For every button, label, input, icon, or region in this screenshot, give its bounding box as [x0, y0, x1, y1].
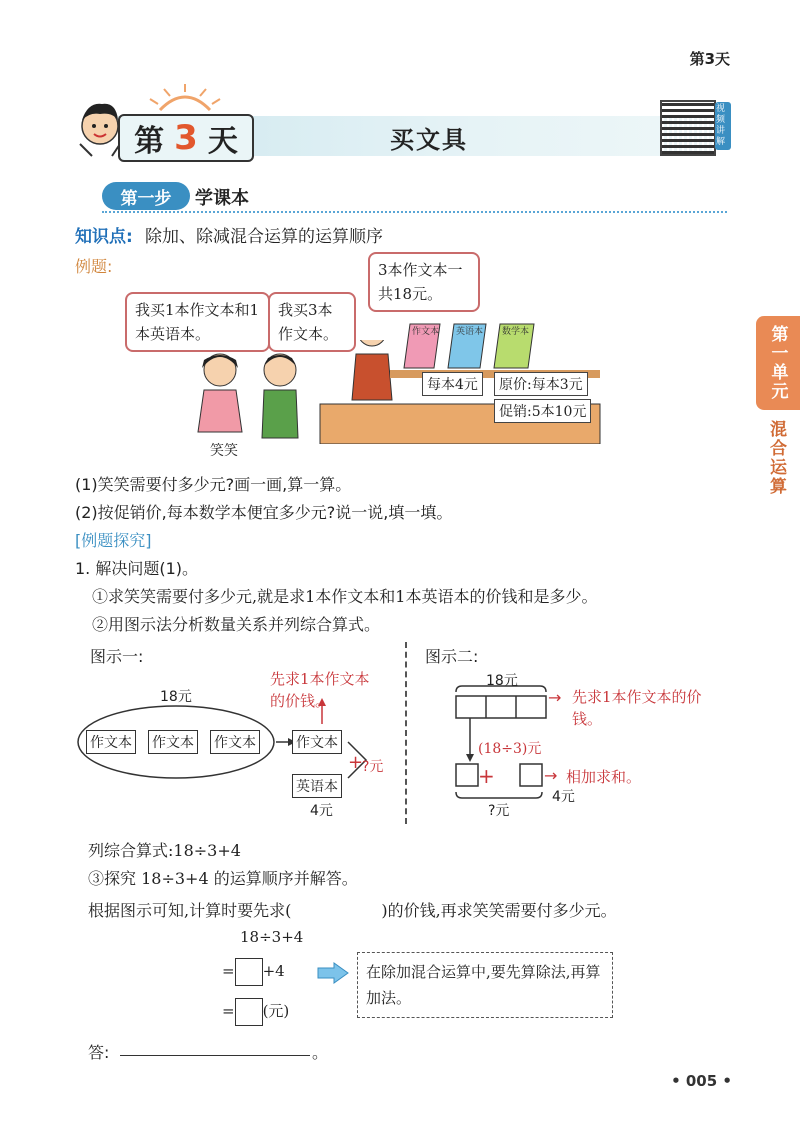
- answer-box-1[interactable]: [235, 958, 263, 986]
- diagram-1-total: 18元: [160, 689, 192, 705]
- price-tag-promo: 促销:5本10元: [494, 399, 591, 423]
- combined-formula: 列综合算式:18÷3+4: [88, 841, 241, 860]
- calc-step-2: [222, 998, 289, 1026]
- book-label-composition: 作文本: [412, 327, 440, 337]
- diagram-2-expression: (18÷3)元: [478, 741, 542, 757]
- fill-text-start: 根据图示可知,计算时要先求(: [88, 901, 292, 920]
- diagram-1-box-2: 作文本: [148, 730, 198, 754]
- diagram-1-title: 图示一:: [90, 647, 144, 666]
- question-2: (2)按促销价,每本数学本便宜多少元?说一说,填一填。: [75, 503, 453, 522]
- calc-expression: 18÷3+4: [240, 928, 304, 946]
- child-name-label: 笑笑: [210, 443, 238, 459]
- answer-line[interactable]: [120, 1055, 310, 1056]
- solution-step-b: ②用图示法分析数量关系并列综合算式。: [92, 615, 381, 634]
- explore-label: [例题探究]: [75, 531, 152, 550]
- diagram-2-note-2: 相加求和。: [566, 768, 642, 786]
- diagram-divider: [405, 642, 407, 824]
- solution-step-c: ③探究 18÷3+4 的运算顺序并解答。: [88, 869, 358, 888]
- step-divider: [102, 211, 727, 213]
- fill-blank-sentence: [88, 898, 617, 921]
- tip-box: 在除加混合运算中,要先算除法,再算加法。: [357, 952, 613, 1018]
- book-label-math: 数学本: [502, 327, 530, 337]
- unit-side-tab: 第一单元: [756, 316, 800, 410]
- calc-equals-2: =: [222, 1002, 235, 1020]
- speech-bubble-girl: 我买1本作文本和1本英语本。: [125, 292, 270, 352]
- diagram-1-english-price: 4元: [310, 803, 333, 819]
- unit-topic-label: 混合运算: [766, 420, 786, 496]
- day-number: 3: [174, 118, 198, 158]
- answer-box-2[interactable]: [235, 998, 263, 1026]
- diagram-2-plus: +: [478, 764, 495, 788]
- day-word-second: 天: [207, 124, 238, 159]
- page-number: • 005 •: [671, 1072, 732, 1090]
- example-label: 例题:: [75, 257, 113, 276]
- diagram-2-unknown: ?元: [488, 803, 510, 819]
- diagram-2-title: 图示二:: [425, 647, 479, 666]
- day-word-first: 第: [134, 124, 165, 159]
- speech-bubble-boy: 我买3本作文本。: [268, 292, 356, 352]
- solution-title: 1. 解决问题(1)。: [75, 559, 199, 578]
- right-arrow-icon: [316, 962, 350, 984]
- diagram-2-total: 18元: [486, 673, 518, 689]
- price-tag-original: 原价:每本3元: [494, 372, 588, 396]
- qr-label: 视频讲解: [715, 102, 731, 150]
- knowledge-text: 除加、除减混合运算的运算顺序: [145, 227, 383, 247]
- step-title: 学课本: [195, 188, 249, 209]
- step-pill: 第一步: [102, 182, 190, 210]
- calc-equals-1: =: [222, 962, 235, 980]
- sun-rays-icon: [140, 84, 230, 112]
- lesson-title: 买文具: [390, 126, 468, 154]
- solution-step-a: ①求笑笑需要付多少元,就是求1本作文本和1本英语本的价钱和是多少。: [92, 587, 598, 606]
- diagram-1-unknown: ?元: [362, 759, 384, 775]
- book-label-english: 英语本: [456, 327, 484, 337]
- diagram-1-box-3: 作文本: [210, 730, 260, 754]
- calc-plus-four: +4: [262, 962, 285, 980]
- fill-text-end: )的价钱,再求笑笑需要付多少元。: [381, 901, 617, 920]
- question-1: (1)笑笑需要付多少元?画一画,算一算。: [75, 475, 352, 494]
- books-display: [400, 318, 540, 370]
- diagram-1-plus: +: [348, 752, 364, 773]
- diagram-2-arrow-1: →: [548, 688, 562, 707]
- knowledge-label: 知识点:: [75, 227, 133, 247]
- diagram-2-arrow-2: →: [544, 766, 558, 785]
- day-corner-label: 第3天: [689, 50, 730, 68]
- calc-step-1: [222, 958, 285, 986]
- diagram-2-price: 4元: [552, 789, 575, 805]
- diagram-1-box-answer: 作文本: [292, 730, 342, 754]
- answer-end: 。: [312, 1043, 329, 1062]
- price-tag-english: 每本4元: [422, 372, 483, 396]
- day-badge: [118, 114, 254, 162]
- diagram-1-box-english: 英语本: [292, 774, 342, 798]
- diagram-1-box-1: 作文本: [86, 730, 136, 754]
- diagram-1-note: 先求1本作文本的价钱。: [270, 670, 370, 710]
- qr-code-icon[interactable]: [660, 100, 716, 156]
- answer-label: 答:: [88, 1043, 110, 1062]
- speech-bubble-teacher: 3本作文本一共18元。: [368, 252, 480, 312]
- diagram-2-note-1: 先求1本作文本的价钱。: [572, 688, 702, 728]
- calc-unit: (元): [262, 1002, 290, 1020]
